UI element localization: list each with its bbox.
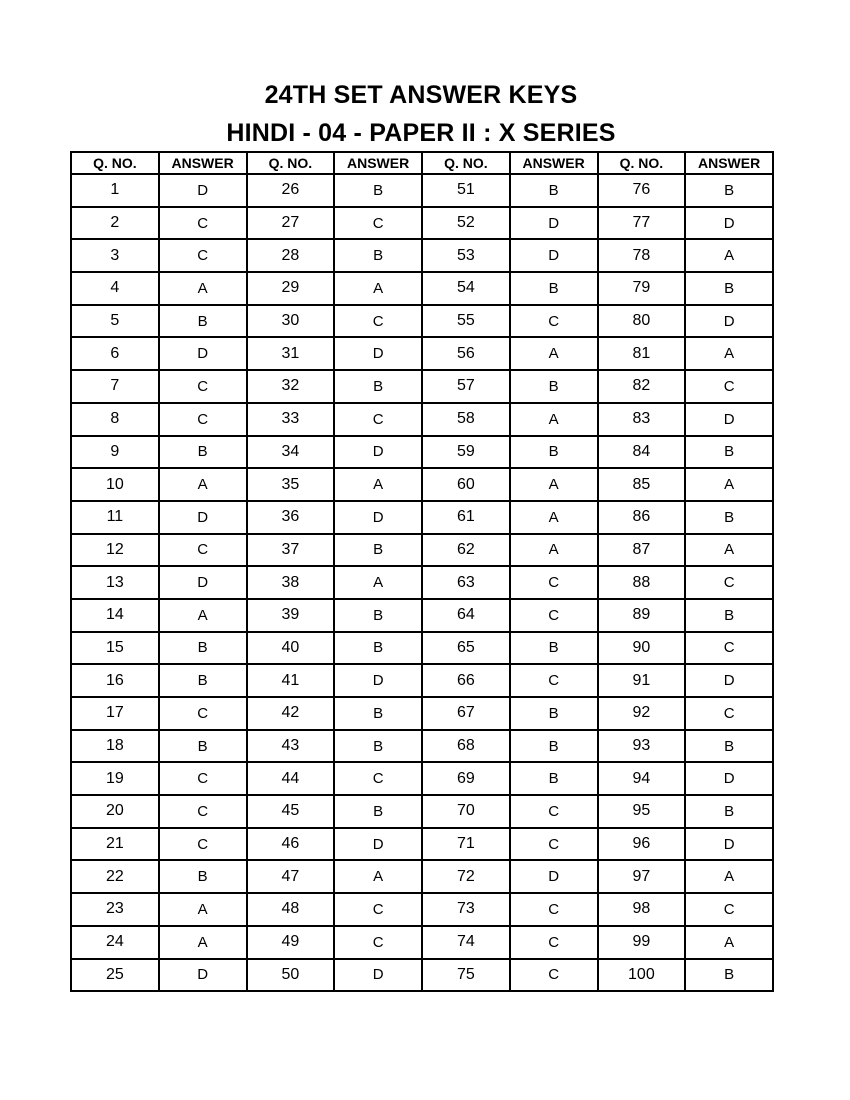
question-number-cell: 66: [422, 664, 510, 697]
question-number-cell: 17: [71, 697, 159, 730]
answer-cell: B: [510, 174, 598, 207]
answer-cell: D: [159, 337, 247, 370]
document-title: 24TH SET ANSWER KEYS: [264, 81, 578, 109]
answer-cell: C: [685, 697, 773, 730]
answer-cell: C: [510, 828, 598, 861]
answer-cell: C: [334, 403, 422, 436]
answer-cell: B: [159, 632, 247, 665]
question-number-cell: 71: [422, 828, 510, 861]
answer-cell: D: [159, 959, 247, 992]
question-number-cell: 31: [247, 337, 335, 370]
answer-cell: B: [685, 174, 773, 207]
answer-cell: C: [510, 893, 598, 926]
answer-cell: C: [685, 566, 773, 599]
answer-cell: D: [159, 566, 247, 599]
question-number-cell: 24: [71, 926, 159, 959]
answer-cell: D: [685, 207, 773, 240]
question-number-cell: 18: [71, 730, 159, 763]
answer-cell: B: [685, 795, 773, 828]
question-number-cell: 54: [422, 272, 510, 305]
question-number-cell: 43: [247, 730, 335, 763]
table-header-row: [71, 152, 773, 174]
question-number-cell: 77: [598, 207, 686, 240]
table-row: [71, 697, 773, 730]
table-row: [71, 436, 773, 469]
question-number-cell: 46: [247, 828, 335, 861]
answer-cell: B: [685, 599, 773, 632]
answer-cell: A: [685, 468, 773, 501]
question-number-cell: 87: [598, 534, 686, 567]
question-number-cell: 20: [71, 795, 159, 828]
question-number-cell: 19: [71, 762, 159, 795]
answer-cell: D: [159, 501, 247, 534]
answer-cell: C: [159, 534, 247, 567]
column-header-qno: Q. NO.: [598, 152, 686, 174]
answer-cell: C: [685, 893, 773, 926]
question-number-cell: 58: [422, 403, 510, 436]
table-row: [71, 174, 773, 207]
question-number-cell: 59: [422, 436, 510, 469]
answer-cell: B: [334, 730, 422, 763]
answer-cell: A: [685, 534, 773, 567]
answer-cell: C: [510, 664, 598, 697]
answer-cell: B: [510, 272, 598, 305]
answer-cell: A: [334, 566, 422, 599]
question-number-cell: 21: [71, 828, 159, 861]
answer-cell: C: [510, 566, 598, 599]
table-row: [71, 599, 773, 632]
question-number-cell: 39: [247, 599, 335, 632]
answer-cell: A: [685, 239, 773, 272]
answer-cell: A: [334, 860, 422, 893]
table-row: [71, 403, 773, 436]
answer-cell: A: [510, 468, 598, 501]
answer-cell: A: [510, 501, 598, 534]
answer-cell: A: [510, 534, 598, 567]
question-number-cell: 94: [598, 762, 686, 795]
question-number-cell: 99: [598, 926, 686, 959]
question-number-cell: 65: [422, 632, 510, 665]
question-number-cell: 33: [247, 403, 335, 436]
question-number-cell: 32: [247, 370, 335, 403]
question-number-cell: 12: [71, 534, 159, 567]
answer-cell: D: [510, 860, 598, 893]
answer-cell: D: [159, 174, 247, 207]
answer-cell: D: [685, 305, 773, 338]
column-header-answer: ANSWER: [510, 152, 598, 174]
table-row: [71, 893, 773, 926]
answer-cell: B: [685, 959, 773, 992]
question-number-cell: 47: [247, 860, 335, 893]
answer-cell: C: [159, 207, 247, 240]
question-number-cell: 62: [422, 534, 510, 567]
answer-cell: B: [334, 599, 422, 632]
question-number-cell: 55: [422, 305, 510, 338]
table-body: [71, 174, 773, 991]
answer-cell: C: [510, 305, 598, 338]
table-row: [71, 239, 773, 272]
question-number-cell: 76: [598, 174, 686, 207]
question-number-cell: 70: [422, 795, 510, 828]
answer-cell: D: [334, 337, 422, 370]
question-number-cell: 68: [422, 730, 510, 763]
answer-cell: A: [685, 337, 773, 370]
question-number-cell: 60: [422, 468, 510, 501]
question-number-cell: 14: [71, 599, 159, 632]
table-row: [71, 566, 773, 599]
question-number-cell: 78: [598, 239, 686, 272]
question-number-cell: 35: [247, 468, 335, 501]
question-number-cell: 97: [598, 860, 686, 893]
question-number-cell: 69: [422, 762, 510, 795]
question-number-cell: 88: [598, 566, 686, 599]
document-subtitle: HINDI - 04 - PAPER II : X SERIES: [226, 119, 616, 147]
question-number-cell: 85: [598, 468, 686, 501]
answer-cell: D: [334, 436, 422, 469]
answer-cell: D: [685, 403, 773, 436]
answer-cell: D: [510, 239, 598, 272]
question-number-cell: 29: [247, 272, 335, 305]
question-number-cell: 22: [71, 860, 159, 893]
answer-cell: A: [685, 860, 773, 893]
question-number-cell: 1: [71, 174, 159, 207]
answer-cell: C: [159, 239, 247, 272]
answer-cell: C: [334, 762, 422, 795]
question-number-cell: 89: [598, 599, 686, 632]
question-number-cell: 10: [71, 468, 159, 501]
question-number-cell: 79: [598, 272, 686, 305]
table-row: [71, 534, 773, 567]
question-number-cell: 11: [71, 501, 159, 534]
question-number-cell: 75: [422, 959, 510, 992]
question-number-cell: 34: [247, 436, 335, 469]
question-number-cell: 26: [247, 174, 335, 207]
question-number-cell: 51: [422, 174, 510, 207]
answer-cell: C: [159, 370, 247, 403]
table-row: [71, 272, 773, 305]
answer-cell: D: [685, 828, 773, 861]
answer-cell: D: [334, 828, 422, 861]
answer-cell: B: [334, 795, 422, 828]
answer-cell: B: [334, 632, 422, 665]
question-number-cell: 52: [422, 207, 510, 240]
answer-cell: A: [159, 272, 247, 305]
answer-cell: B: [159, 730, 247, 763]
question-number-cell: 27: [247, 207, 335, 240]
answer-cell: B: [510, 370, 598, 403]
answer-cell: D: [685, 664, 773, 697]
question-number-cell: 49: [247, 926, 335, 959]
answer-cell: D: [334, 664, 422, 697]
question-number-cell: 16: [71, 664, 159, 697]
answer-cell: D: [334, 959, 422, 992]
question-number-cell: 23: [71, 893, 159, 926]
table-row: [71, 632, 773, 665]
answer-cell: D: [334, 501, 422, 534]
question-number-cell: 3: [71, 239, 159, 272]
column-header-qno: Q. NO.: [71, 152, 159, 174]
column-header-qno: Q. NO.: [247, 152, 335, 174]
answer-cell: B: [685, 272, 773, 305]
answer-cell: B: [159, 664, 247, 697]
table-row: [71, 337, 773, 370]
answer-cell: C: [159, 828, 247, 861]
answer-cell: C: [685, 632, 773, 665]
question-number-cell: 61: [422, 501, 510, 534]
question-number-cell: 45: [247, 795, 335, 828]
question-number-cell: 98: [598, 893, 686, 926]
question-number-cell: 82: [598, 370, 686, 403]
question-number-cell: 74: [422, 926, 510, 959]
answer-cell: C: [159, 403, 247, 436]
question-number-cell: 36: [247, 501, 335, 534]
question-number-cell: 40: [247, 632, 335, 665]
table-row: [71, 828, 773, 861]
column-header-qno: Q. NO.: [422, 152, 510, 174]
answer-cell: C: [159, 795, 247, 828]
answer-cell: C: [510, 795, 598, 828]
answer-cell: B: [334, 697, 422, 730]
answer-cell: B: [334, 174, 422, 207]
table-row: [71, 207, 773, 240]
answer-cell: D: [510, 207, 598, 240]
answer-cell: B: [685, 730, 773, 763]
question-number-cell: 41: [247, 664, 335, 697]
question-number-cell: 42: [247, 697, 335, 730]
question-number-cell: 64: [422, 599, 510, 632]
table-row: [71, 305, 773, 338]
answer-cell: A: [159, 926, 247, 959]
answer-key-table: [70, 151, 774, 992]
question-number-cell: 90: [598, 632, 686, 665]
question-number-cell: 2: [71, 207, 159, 240]
question-number-cell: 95: [598, 795, 686, 828]
question-number-cell: 5: [71, 305, 159, 338]
question-number-cell: 92: [598, 697, 686, 730]
answer-cell: C: [510, 959, 598, 992]
table-row: [71, 959, 773, 992]
answer-cell: C: [334, 893, 422, 926]
question-number-cell: 15: [71, 632, 159, 665]
answer-cell: B: [334, 239, 422, 272]
question-number-cell: 28: [247, 239, 335, 272]
answer-cell: A: [685, 926, 773, 959]
answer-cell: A: [159, 468, 247, 501]
question-number-cell: 44: [247, 762, 335, 795]
question-number-cell: 48: [247, 893, 335, 926]
question-number-cell: 72: [422, 860, 510, 893]
answer-cell: B: [159, 305, 247, 338]
question-number-cell: 86: [598, 501, 686, 534]
table-row: [71, 370, 773, 403]
answer-cell: A: [334, 468, 422, 501]
answer-cell: B: [685, 501, 773, 534]
answer-cell: C: [685, 370, 773, 403]
question-number-cell: 91: [598, 664, 686, 697]
question-number-cell: 53: [422, 239, 510, 272]
question-number-cell: 6: [71, 337, 159, 370]
table-row: [71, 762, 773, 795]
answer-cell: C: [159, 762, 247, 795]
table-row: [71, 730, 773, 763]
table-row: [71, 860, 773, 893]
question-number-cell: 63: [422, 566, 510, 599]
question-number-cell: 100: [598, 959, 686, 992]
answer-cell: B: [510, 436, 598, 469]
answer-cell: A: [510, 337, 598, 370]
question-number-cell: 9: [71, 436, 159, 469]
question-number-cell: 57: [422, 370, 510, 403]
column-header-answer: ANSWER: [159, 152, 247, 174]
question-number-cell: 25: [71, 959, 159, 992]
question-number-cell: 73: [422, 893, 510, 926]
answer-cell: C: [334, 207, 422, 240]
question-number-cell: 50: [247, 959, 335, 992]
question-number-cell: 37: [247, 534, 335, 567]
question-number-cell: 81: [598, 337, 686, 370]
answer-cell: B: [685, 436, 773, 469]
answer-cell: B: [334, 370, 422, 403]
answer-cell: A: [510, 403, 598, 436]
table-row: [71, 468, 773, 501]
table-row: [71, 664, 773, 697]
answer-cell: B: [159, 436, 247, 469]
table-row: [71, 926, 773, 959]
question-number-cell: 80: [598, 305, 686, 338]
question-number-cell: 67: [422, 697, 510, 730]
answer-cell: B: [510, 762, 598, 795]
answer-cell: B: [510, 632, 598, 665]
question-number-cell: 84: [598, 436, 686, 469]
question-number-cell: 83: [598, 403, 686, 436]
answer-cell: C: [159, 697, 247, 730]
question-number-cell: 8: [71, 403, 159, 436]
answer-cell: B: [510, 697, 598, 730]
answer-cell: A: [159, 599, 247, 632]
table-row: [71, 795, 773, 828]
question-number-cell: 56: [422, 337, 510, 370]
answer-cell: D: [685, 762, 773, 795]
answer-cell: C: [510, 599, 598, 632]
answer-cell: A: [159, 893, 247, 926]
answer-cell: B: [510, 730, 598, 763]
answer-cell: A: [334, 272, 422, 305]
answer-cell: C: [334, 305, 422, 338]
question-number-cell: 4: [71, 272, 159, 305]
answer-cell: B: [334, 534, 422, 567]
question-number-cell: 96: [598, 828, 686, 861]
question-number-cell: 7: [71, 370, 159, 403]
answer-cell: C: [334, 926, 422, 959]
answer-cell: C: [510, 926, 598, 959]
question-number-cell: 38: [247, 566, 335, 599]
answer-cell: B: [159, 860, 247, 893]
question-number-cell: 13: [71, 566, 159, 599]
question-number-cell: 93: [598, 730, 686, 763]
question-number-cell: 30: [247, 305, 335, 338]
column-header-answer: ANSWER: [334, 152, 422, 174]
column-header-answer: ANSWER: [685, 152, 773, 174]
table-row: [71, 501, 773, 534]
